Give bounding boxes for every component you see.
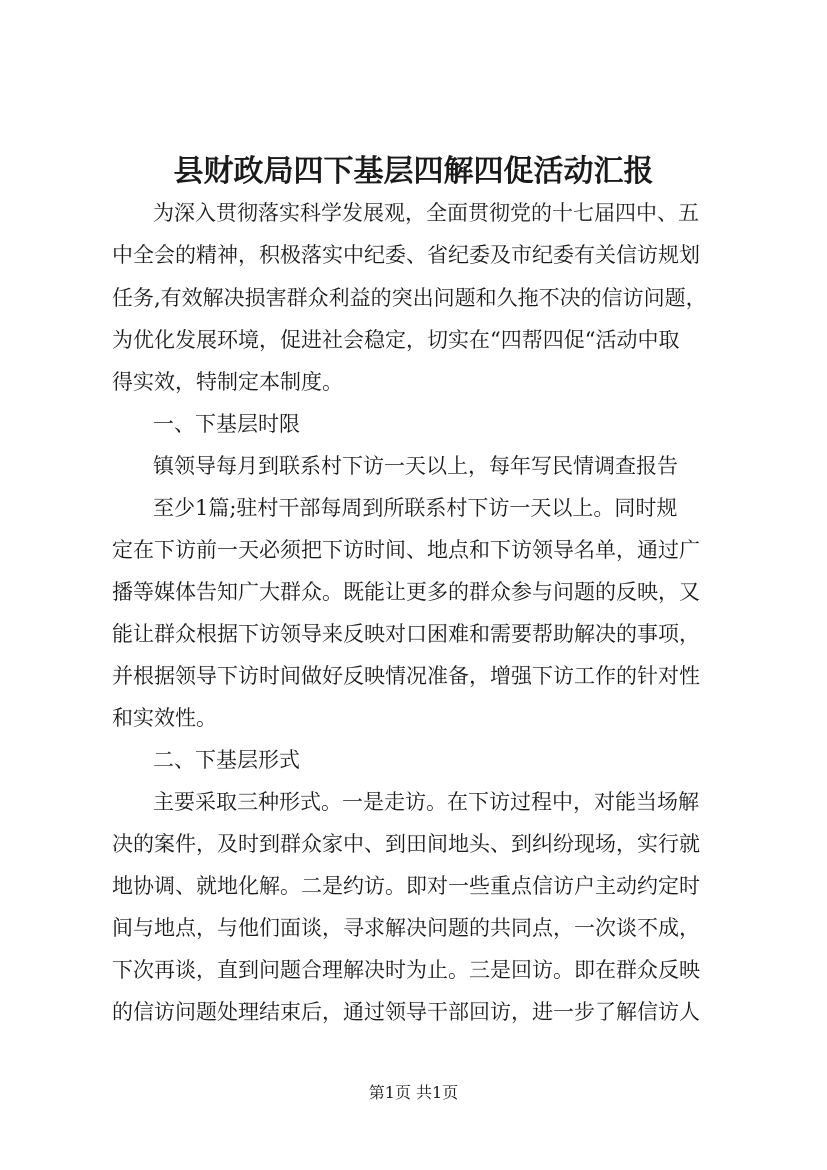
paragraph-line: 的信访问题处理结束后，通过领导干部回访，进一步了解信访人: [112, 1000, 700, 1024]
section-heading: 二、下基层形式: [153, 748, 300, 772]
paragraph-line: 下次再谈，直到问题合理解决时为止。三是回访。即在群众反映: [112, 958, 700, 982]
document-title: 县财政局四下基层四解四促活动汇报: [173, 154, 654, 189]
paragraph-line: 播等媒体告知广大群众。既能让更多的群众参与问题的反映，又: [112, 580, 700, 604]
paragraph-line: 决的案件，及时到群众家中、到田间地头、到纠纷现场，实行就: [112, 832, 700, 856]
paragraph-line: 至少1篇;驻村干部每周到所联系村下访一天以上。同时规: [153, 496, 678, 520]
paragraph-line: 得实效，特制定本制度。: [112, 370, 343, 394]
paragraph-line: 地协调、就地化解。二是约访。即对一些重点信访户主动约定时: [112, 874, 700, 898]
paragraph-line: 为深入贯彻落实科学发展观，全面贯彻党的十七届四中、五: [153, 201, 699, 225]
paragraph-line: 和实效性。: [112, 706, 217, 730]
paragraph-line: 主要采取三种形式。一是走访。在下访过程中，对能当场解: [153, 790, 699, 814]
paragraph-line: 间与地点，与他们面谈，寻求解决问题的共同点，一次谈不成，: [112, 916, 700, 940]
paragraph-line: 任务,有效解决损害群众利益的突出问题和久拖不决的信访问题，: [112, 286, 707, 310]
paragraph-line: 镇领导每月到联系村下访一天以上，每年写民情调查报告: [153, 454, 678, 478]
paragraph-line: 中全会的精神，积极落实中纪委、省纪委及市纪委有关信访规划: [112, 243, 700, 267]
page-footer: 第1页 共1页: [368, 1083, 459, 1102]
paragraph-line: 定在下访前一天必须把下访时间、地点和下访领导名单，通过广: [112, 538, 700, 562]
paragraph-line: 为优化发展环境，促进社会稳定，切实在“四帮四促“活动中取: [112, 328, 680, 352]
paragraph-line: 并根据领导下访时间做好反映情况准备，增强下访工作的针对性: [112, 664, 700, 688]
paragraph-line: 能让群众根据下访领导来反映对口困难和需要帮助解决的事项，: [112, 622, 700, 646]
section-heading: 一、下基层时限: [153, 412, 300, 436]
